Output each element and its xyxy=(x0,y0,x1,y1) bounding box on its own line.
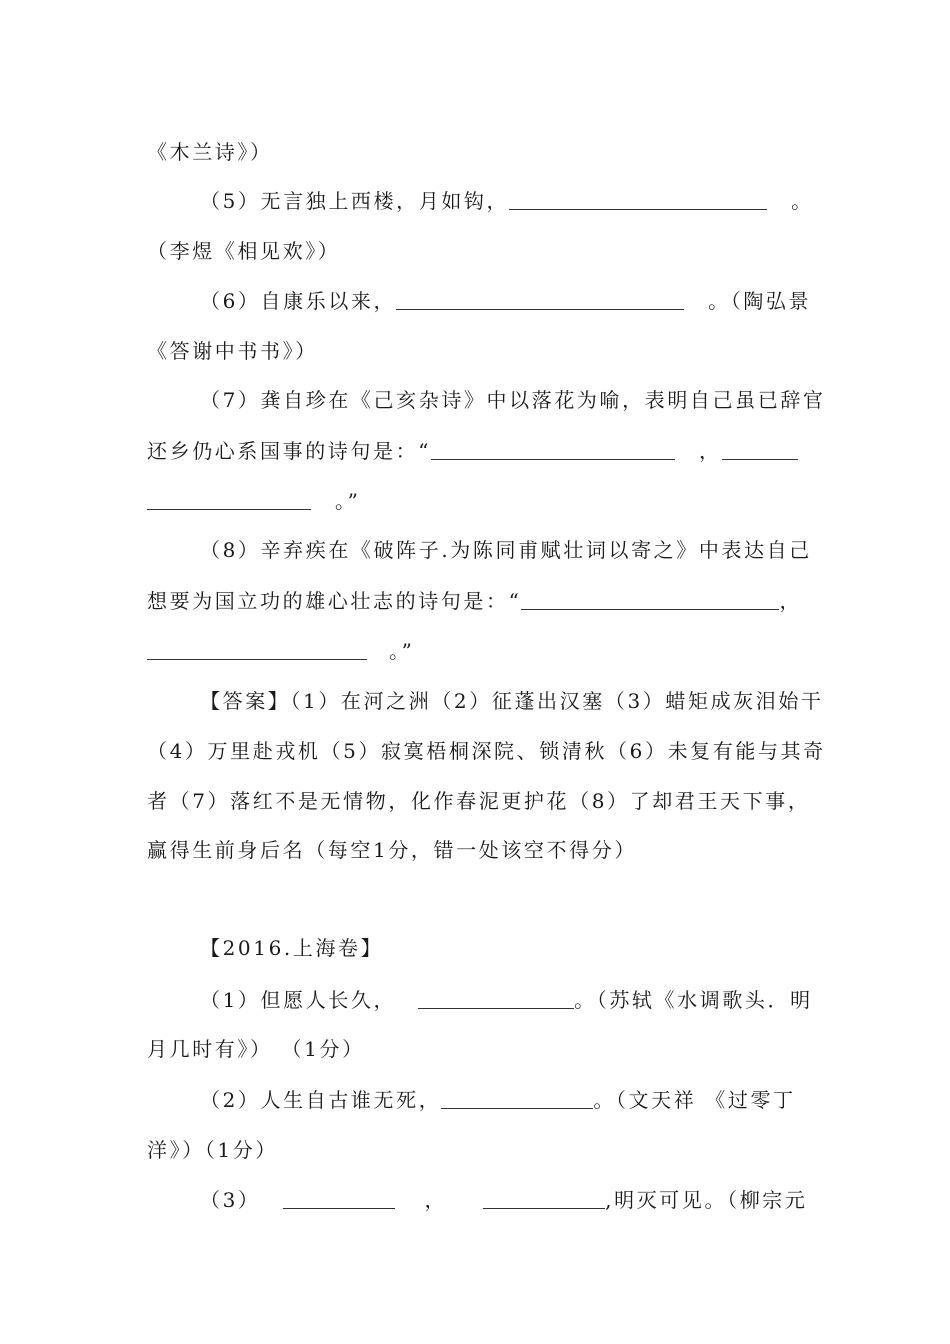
answer-blank[interactable] xyxy=(147,487,311,510)
section-heading xyxy=(200,931,383,965)
text-line xyxy=(200,383,826,417)
answer-blank[interactable] xyxy=(418,988,574,1009)
text-segment: （4）万里赴戎机（5）寂寞梧桐深院、锁清秋（6）未复有能与其奇 xyxy=(147,739,826,763)
text-segment: 想要为国立功的雄心壮志的诗句是：“ xyxy=(147,589,522,613)
answer-blank[interactable] xyxy=(396,287,684,310)
text-segment: 《答谢中书书》） xyxy=(147,339,318,363)
text-segment: （1）但愿人长久， xyxy=(200,988,397,1012)
text-segment: （6）自康乐以来， xyxy=(200,289,397,313)
answer-blank[interactable] xyxy=(441,1088,593,1109)
text-segment: 洋》）（1分） xyxy=(147,1138,278,1162)
text-line xyxy=(147,1133,278,1167)
text-segment: 《木兰诗》） xyxy=(147,140,273,164)
text-segment: ， xyxy=(779,589,803,613)
text-line xyxy=(147,234,340,268)
text-segment: ,明灭可见。（柳宗元 xyxy=(605,1188,808,1212)
text-line xyxy=(147,784,810,818)
text-segment: 。（文天祥 《过零丁 xyxy=(593,1088,796,1112)
text-line xyxy=(147,734,826,768)
text-segment: 。（陶弘景 xyxy=(708,289,812,313)
text-line xyxy=(147,584,802,618)
text-line xyxy=(147,634,414,668)
text-segment: 。” xyxy=(335,489,361,513)
answer-blank[interactable] xyxy=(521,587,779,610)
text-segment: 。（苏轼《水调歌头．明 xyxy=(574,988,813,1012)
text-line xyxy=(200,684,824,718)
text-segment: （李煜《相见欢》） xyxy=(147,239,341,263)
text-line xyxy=(200,983,813,1017)
text-segment: ， xyxy=(699,439,722,463)
text-segment: 【2016.上海卷】 xyxy=(200,936,384,960)
text-segment: 者（7）落红不是无情物，化作春泥更护花（8）了却君王天下事， xyxy=(147,789,811,813)
text-segment: ， xyxy=(424,1188,448,1212)
text-segment: 。 xyxy=(791,189,814,213)
text-segment: 月几时有》） （1分） xyxy=(147,1037,365,1061)
answer-blank[interactable] xyxy=(147,637,367,660)
text-segment: 还乡仍心系国事的诗句是：“ xyxy=(147,439,432,463)
text-segment: （8）辛弃疾在《破阵子.为陈同甫赋壮词以寄之》中表达自己 xyxy=(200,538,812,562)
text-line xyxy=(147,484,360,518)
text-line xyxy=(147,833,637,867)
answer-blank[interactable] xyxy=(283,1188,395,1209)
text-segment: 【答案】（1）在河之洲（2）征蓬出汉塞（3）蜡矩成灰泪始干 xyxy=(200,689,824,713)
answer-blank[interactable] xyxy=(483,1188,605,1209)
text-line xyxy=(200,1083,796,1117)
answer-blank[interactable] xyxy=(509,187,767,210)
text-line xyxy=(147,434,798,468)
text-segment: 。” xyxy=(389,639,415,663)
text-segment: （5）无言独上西楼，月如钩， xyxy=(200,189,510,213)
text-line xyxy=(147,334,318,368)
text-line xyxy=(200,184,814,218)
text-line xyxy=(200,284,811,318)
text-line xyxy=(147,135,273,169)
text-segment: （2）人生自古谁无死， xyxy=(200,1088,442,1112)
text-line xyxy=(147,1032,365,1066)
answer-blank[interactable] xyxy=(722,437,798,460)
answer-blank[interactable] xyxy=(431,437,675,460)
text-line xyxy=(200,1183,808,1217)
text-segment: 赢得生前身后名（每空1分，错一处该空不得分） xyxy=(147,838,637,862)
text-segment: （7）龚自珍在《己亥杂诗》中以落花为喻，表明自己虽已辞官 xyxy=(200,388,826,412)
text-segment: （3） xyxy=(200,1188,261,1212)
text-line xyxy=(200,533,812,567)
